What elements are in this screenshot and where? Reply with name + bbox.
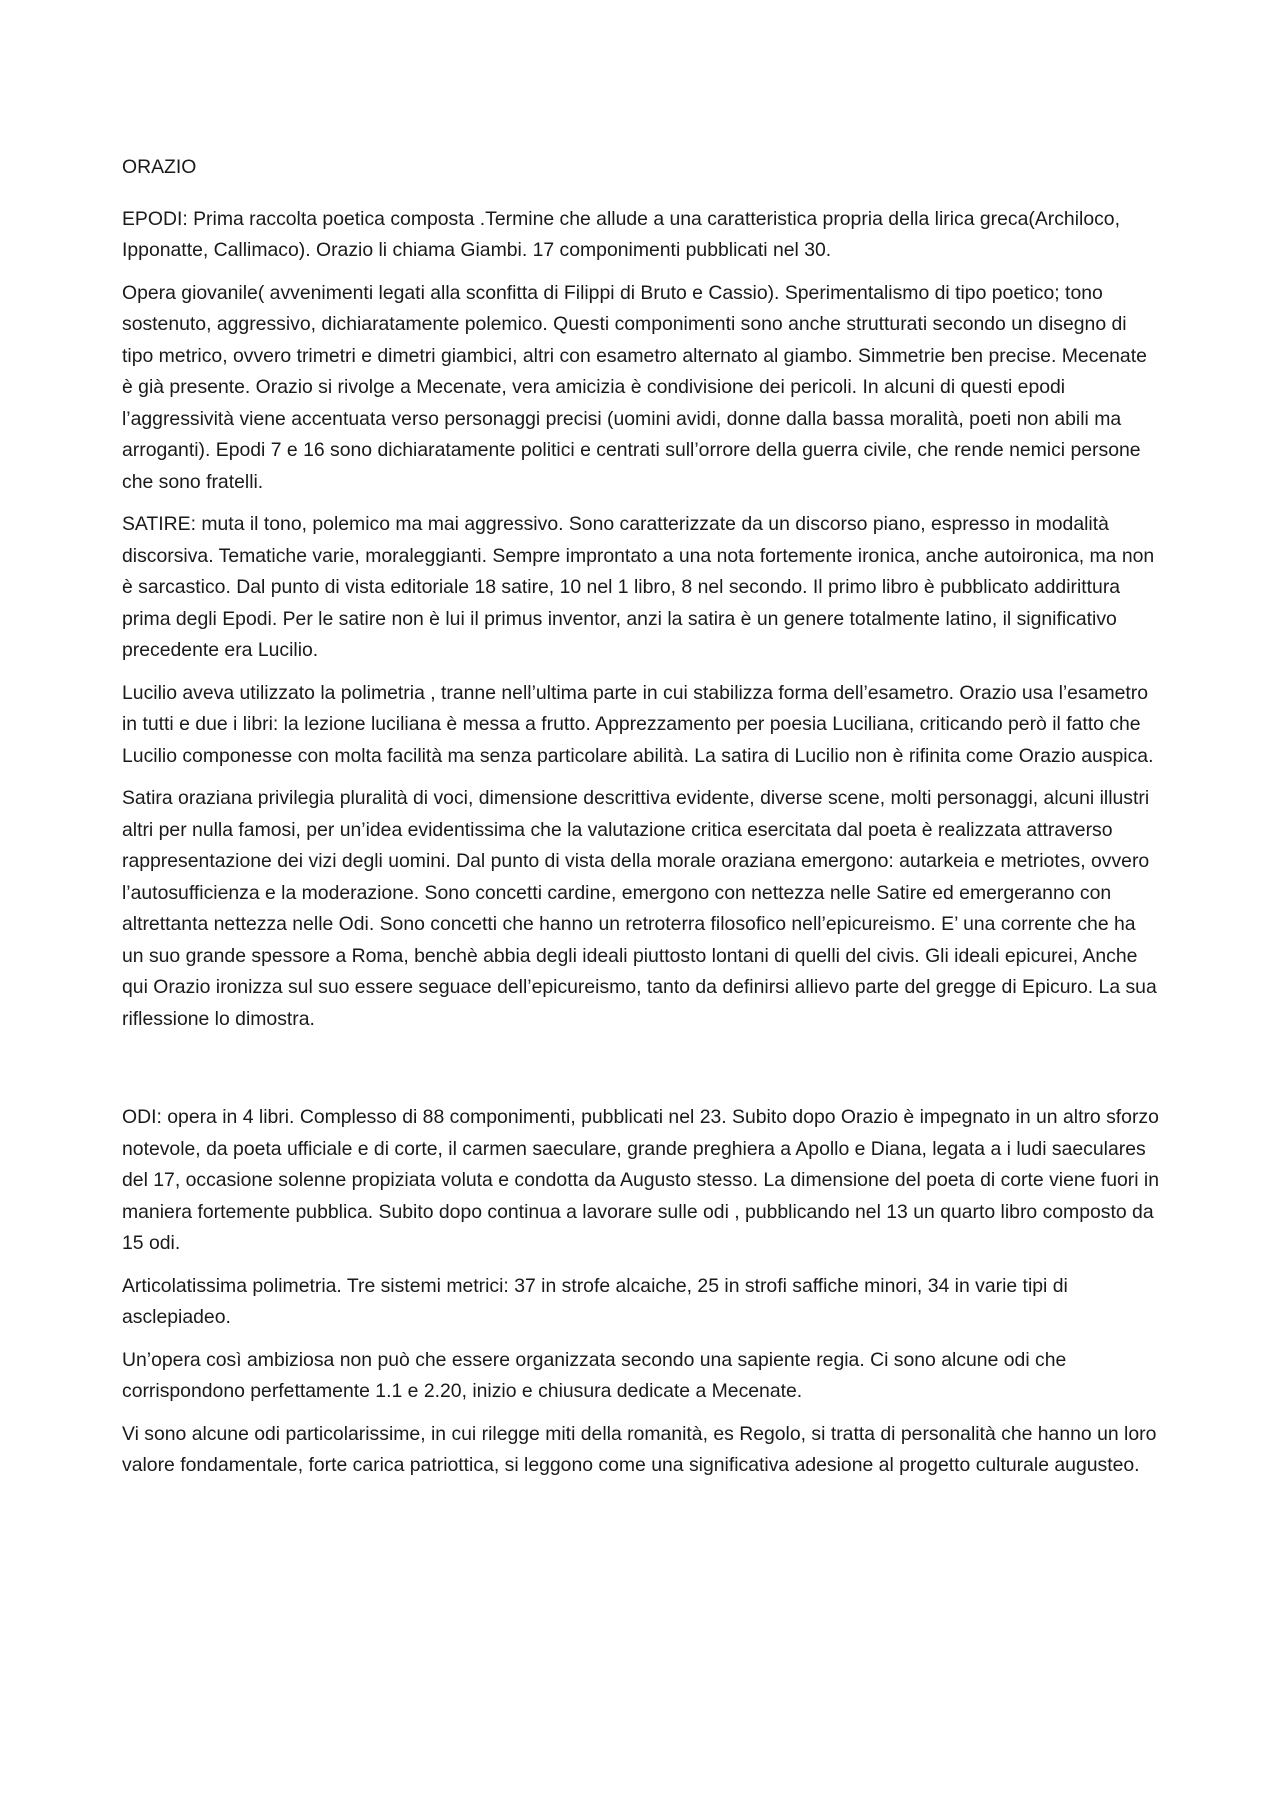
paragraph-epodi-intro: EPODI: Prima raccolta poetica composta .Termine che allude a una caratteristica propria della lirica greca(Archiloco, Ipponatte, Callimaco). Orazio li chiama Giambi. 17 componimenti pubblicati nel 30. xyxy=(122,207,1120,261)
paragraph-epodi-details: Opera giovanile( avvenimenti legati alla sconfitta di Filippi di Bruto e Cassio). Sperimentalismo di tipo poetico; tono sostenuto, aggressivo, dichiaratamente polemico. Questi componimenti sono anche strutturati secondo un disegno di tipo metrico, ovvero trimetri e dimetri giambici, altri con esametro alternato al giambo. Simmetrie ben precise. Mecenate è già presente. Orazio si rivolge a Mecenate, vera amicizia è condivisione dei pericoli. In alcuni di questi epodi l’aggressività viene accentuata verso personaggi precisi (uomini avidi, donne dalla bassa moralità, poeti non abili ma arroganti). Epodi 7 e 16 sono dichiaratamente politici e centrati sull’orrore della guerra civile, che rende nemici persone che sono fratelli. xyxy=(122,281,1147,493)
document-title: ORAZIO xyxy=(122,156,197,178)
paragraph-odi-polimetria: Articolatissima polimetria. Tre sistemi metrici: 37 in strofe alcaiche, 25 in strofi saffiche minori, 34 in varie tipi di asclepiadeo. xyxy=(122,1274,1068,1328)
paragraph-lucilio: Lucilio aveva utilizzato la polimetria , tranne nell’ultima parte in cui stabilizza forma dell’esametro. Orazio usa l’esametro in tutti e due i libri: la lezione luciliana è messa a frutto. Apprezzamento per poesia Luciliana, criticando però il fatto che Lucilio componesse con molta facilità ma senza particolare abilità. La satira di Lucilio non è rifinita come Orazio auspica. xyxy=(122,681,1154,767)
document-page xyxy=(122,152,1162,1493)
paragraph-odi-regia: Un’opera così ambiziosa non può che essere organizzata secondo una sapiente regia. Ci sono alcune odi che corrispondono perfettamente 1.1 e 2.20, inizio e chiusura dedicate a Mecenate. xyxy=(122,1348,1067,1402)
paragraph-satira-oraziana: Satira oraziana privilegia pluralità di voci, dimensione descrittiva evidente, diverse scene, molti personaggi, alcuni illustri altri per nulla famosi, per un’idea evidentissima che la valutazione critica esercitata dal poeta è realizzata attraverso rappresentazione dei vizi degli uomini. Dal punto di vista della morale oraziana emergono: autarkeia e metriotes, ovvero l’autosufficienza e la moderazione. Sono concetti cardine, emergono con nettezza nelle Satire ed emergeranno con altrettanta nettezza nelle Odi. Sono concetti che hanno un retroterra filosofico nell’epicureismo. E’ una corrente che ha un suo grande spessore a Roma, benchè abbia degli ideali piuttosto lontani di quelli del civis. Gli ideali epicurei, Anche qui Orazio ironizza sul suo essere seguace dell’epicureismo, tanto da definirsi allievo parte del gregge di Epicuro. La sua riflessione lo dimostra. xyxy=(122,787,1157,1030)
paragraph-odi-romanita: Vi sono alcune odi particolarissime, in cui rilegge miti della romanità, es Regolo, si tratta di personalità che hanno un loro valore fondamentale, forte carica patriottica, si leggono come una significativa adesione al progetto culturale augusteo. xyxy=(122,1422,1157,1476)
paragraph-satire-intro: SATIRE: muta il tono, polemico ma mai aggressivo. Sono caratterizzate da un discorso piano, espresso in modalità discorsiva. Tematiche varie, moraleggianti. Sempre improntato a una nota fortemente ironica, anche autoironica, ma non è sarcastico. Dal punto di vista editoriale 18 satire, 10 nel 1 libro, 8 nel secondo. Il primo libro è pubblicato addirittura prima degli Epodi. Per le satire non è lui il primus inventor, anzi la satira è un genere totalmente latino, il significativo precedente era Lucilio. xyxy=(122,513,1155,661)
paragraph-odi-intro: ODI: opera in 4 libri. Complesso di 88 componimenti, pubblicati nel 23. Subito dopo Orazio è impegnato in un altro sforzo notevole, da poeta ufficiale e di corte, il carmen saeculare, grande preghiera a Apollo e Diana, legata a i ludi saeculares del 17, occasione solenne propiziata voluta e condotta da Augusto stesso. La dimensione del poeta di corte viene fuori in maniera fortemente pubblica. Subito dopo continua a lavorare sulle odi , pubblicando nel 13 un quarto libro composto da 15 odi. xyxy=(122,1106,1160,1254)
